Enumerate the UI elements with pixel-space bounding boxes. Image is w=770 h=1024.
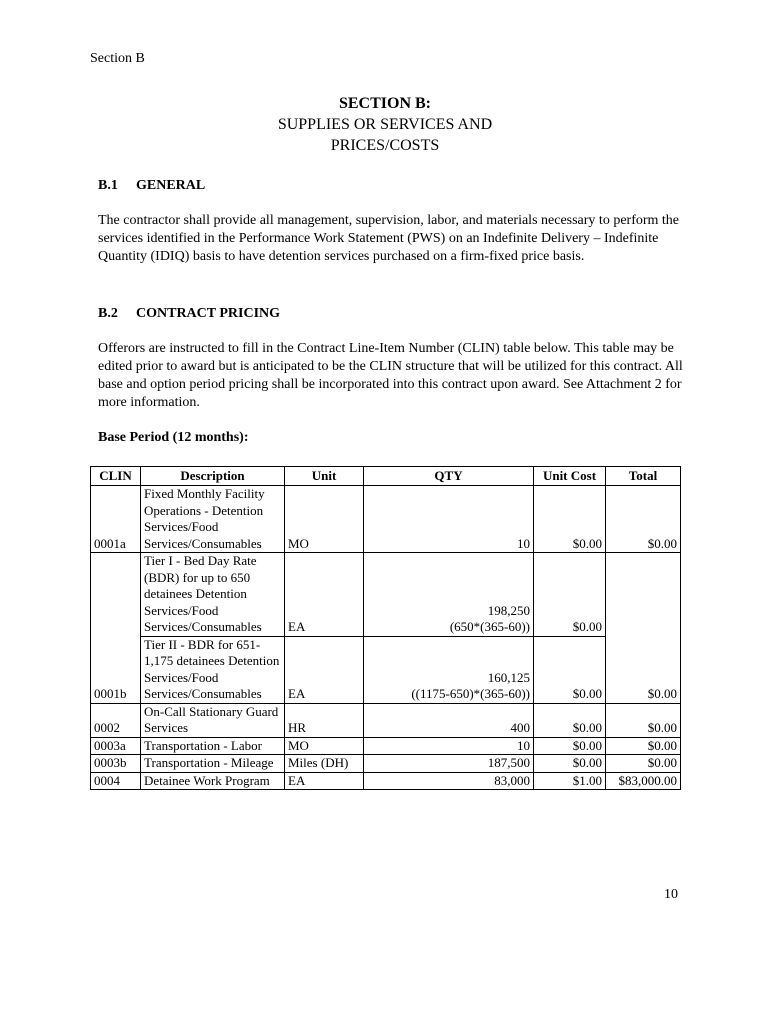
total-cell: $0.00 — [606, 486, 681, 553]
base-period-label: Base Period (12 months): — [98, 430, 249, 445]
qty-cell: 10 — [364, 486, 534, 553]
unit-cell: EA — [285, 772, 364, 790]
description-cell: Fixed Monthly Facility Operations - Detention Services/Food Services/Consumables — [141, 486, 285, 553]
description-cell: On-Call Stationary Guard Services — [141, 703, 285, 737]
unit-cell: EA — [285, 636, 364, 703]
unit-cost-cell: $1.00 — [534, 772, 606, 790]
header-total: Total — [606, 467, 681, 486]
total-cell: $0.00 — [606, 553, 681, 704]
qty-formula: ((1175-650)*(365-60)) — [411, 686, 530, 701]
b1-heading — [98, 178, 205, 194]
table-row — [91, 737, 681, 755]
unit-cell: Miles (DH) — [285, 755, 364, 773]
total-cell: $0.00 — [606, 737, 681, 755]
b2-paragraph: Offerors are instructed to fill in the Contract Line-Item Number (CLIN) table below. This table may be edited prior to award but is anticipated to be the CLIN structure that will be utilized for this contract. All base and option period pricing shall be incorporated into this contract upon award. See Attachment 2 for more information. — [98, 341, 683, 410]
qty-cell: 400 — [364, 703, 534, 737]
total-cell: $0.00 — [606, 703, 681, 737]
header-description: Description — [141, 467, 285, 486]
table-row — [91, 486, 681, 553]
unit-cost-cell: $0.00 — [534, 553, 606, 637]
qty-value: 160,125 — [487, 669, 530, 685]
unit-cost-cell: $0.00 — [534, 703, 606, 737]
qty-value: 198,250 — [487, 602, 530, 618]
unit-cost-cell: $0.00 — [534, 636, 606, 703]
description-cell: Transportation - Labor — [141, 737, 285, 755]
section-title — [0, 93, 770, 156]
clin-cell: 0001b — [91, 553, 141, 704]
clin-cell: 0004 — [91, 772, 141, 790]
header-unit-cost: Unit Cost — [534, 467, 606, 486]
qty-cell — [364, 553, 534, 637]
running-header: Section B — [90, 51, 145, 66]
unit-cell: EA — [285, 553, 364, 637]
description-cell: Transportation - Mileage — [141, 755, 285, 773]
b2-heading — [98, 306, 280, 322]
header-qty: QTY — [364, 467, 534, 486]
unit-cell: MO — [285, 486, 364, 553]
table-row — [91, 553, 681, 637]
clin-cell: 0003a — [91, 737, 141, 755]
total-cell: $83,000.00 — [606, 772, 681, 790]
description-cell: Tier I - Bed Day Rate (BDR) for up to 650 detainees Detention Services/Food Services/Consumables — [141, 553, 285, 637]
total-cell: $0.00 — [606, 755, 681, 773]
unit-cost-cell: $0.00 — [534, 755, 606, 773]
clin-cell: 0003b — [91, 755, 141, 773]
b2-heading-text: CONTRACT PRICING — [136, 306, 281, 321]
description-cell: Detainee Work Program — [141, 772, 285, 790]
table-row — [91, 636, 681, 703]
b2-number: B.2 — [98, 306, 118, 321]
unit-cell: HR — [285, 703, 364, 737]
unit-cell: MO — [285, 737, 364, 755]
b1-number: B.1 — [98, 178, 118, 193]
section-title-line2: SUPPLIES OR SERVICES AND — [277, 116, 493, 133]
qty-cell: 187,500 — [364, 755, 534, 773]
section-title-line3: PRICES/COSTS — [330, 137, 440, 154]
qty-formula: (650*(365-60)) — [449, 619, 530, 634]
header-clin: CLIN — [91, 467, 141, 486]
table-header-row — [91, 467, 681, 486]
description-cell: Tier II - BDR for 651-1,175 detainees Detention Services/Food Services/Consumables — [141, 636, 285, 703]
clin-table — [90, 466, 681, 790]
clin-cell: 0002 — [91, 703, 141, 737]
table-row — [91, 703, 681, 737]
qty-cell: 83,000 — [364, 772, 534, 790]
b1-paragraph: The contractor shall provide all management, supervision, labor, and materials necessary to perform the services identified in the Performance Work Statement (PWS) on an Indefinite Delivery – Indefinite Quantity (IDIQ) basis to have detention services purchased on a firm-fixed price basis. — [98, 213, 680, 264]
table-row — [91, 772, 681, 790]
unit-cost-cell: $0.00 — [534, 486, 606, 553]
clin-cell: 0001a — [91, 486, 141, 553]
section-title-line1: SECTION B: — [338, 95, 432, 112]
qty-cell — [364, 636, 534, 703]
page-number: 10 — [664, 887, 678, 902]
qty-cell: 10 — [364, 737, 534, 755]
header-unit: Unit — [285, 467, 364, 486]
table-row — [91, 755, 681, 773]
unit-cost-cell: $0.00 — [534, 737, 606, 755]
b1-heading-text: GENERAL — [136, 178, 206, 193]
